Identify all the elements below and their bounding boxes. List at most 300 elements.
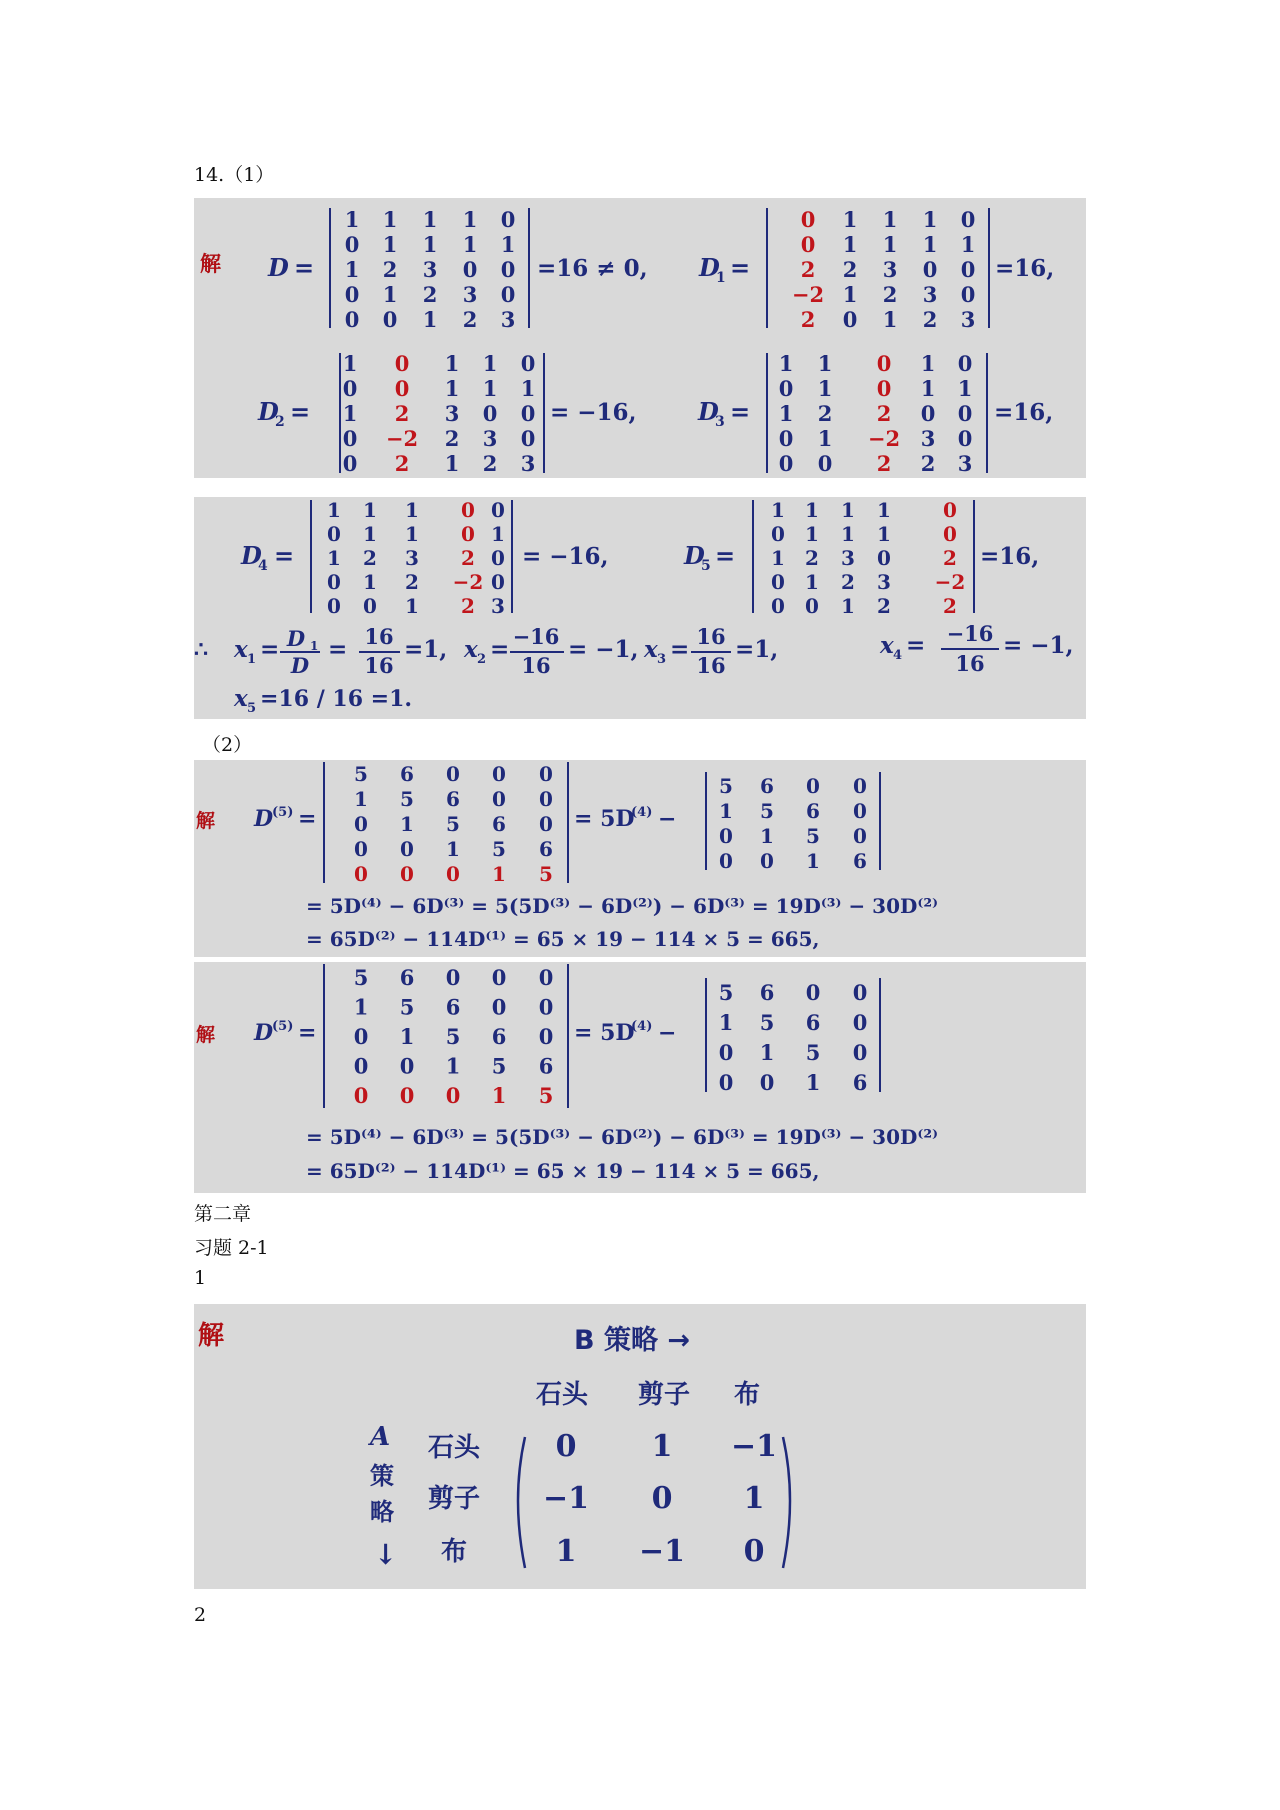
recurrence-minus: − [658, 806, 677, 832]
x4-numerator: −16 [946, 621, 994, 646]
matrix-cell: 1 [957, 376, 973, 401]
svg-text:=: = [298, 1020, 317, 1046]
matrix-cell: 0 [327, 522, 341, 546]
column-header: 布 [733, 1380, 761, 1410]
matrix-cell: 6 [400, 762, 414, 786]
a-strategy-arrow: ↓ [374, 1538, 398, 1571]
svg-text:=: = [730, 397, 751, 426]
matrix-cell: 1 [841, 498, 855, 522]
matrix-cell: 0 [771, 570, 785, 594]
matrix-cell: 0 [876, 376, 892, 401]
x5-expression: =16 / 16 =1. [260, 686, 413, 712]
det-D-matrix [345, 207, 516, 332]
det-D5n-sup: (5) [272, 805, 294, 820]
recurrence-mid-sup: (4) [631, 805, 653, 820]
matrix-cell: 1 [960, 232, 976, 257]
svg-text:=: = [328, 636, 348, 663]
matrix-cell: 6 [805, 1010, 821, 1035]
matrix-cell: 0 [817, 451, 833, 476]
matrix-cell: 1 [817, 351, 833, 376]
matrix-cell: 6 [491, 1024, 507, 1049]
x2-denominator: 16 [521, 653, 551, 678]
matrix-cell: 1 [920, 351, 936, 376]
matrix-cell: 1 [922, 207, 938, 232]
matrix-cell: 2 [363, 546, 377, 570]
matrix-cell: 0 [344, 232, 360, 257]
matrix-cell: 1 [363, 522, 377, 546]
matrix-cell: 3 [520, 451, 536, 476]
matrix-cell: 1 [877, 522, 891, 546]
matrix-cell: 1 [382, 232, 398, 257]
det-D2-sub: 2 [275, 414, 285, 430]
matrix-cell: 1 [805, 498, 819, 522]
matrix-cell: 5 [446, 812, 460, 836]
matrix-cell: 6 [853, 849, 867, 873]
matrix-cell: 0 [363, 594, 377, 618]
matrix-cell: 6 [852, 1070, 868, 1095]
matrix-cell: 1 [806, 849, 820, 873]
matrix-cell: 1 [399, 1024, 415, 1049]
matrix-cell: 5 [539, 862, 553, 886]
matrix-cell: 2 [877, 594, 891, 618]
matrix-cell: 0 [342, 376, 358, 401]
det-D4-sub: 4 [258, 558, 268, 574]
payoff-cell: 1 [651, 1429, 673, 1464]
matrix-cell: 0 [538, 1024, 554, 1049]
b-strategy-label: B 策略 → [574, 1325, 691, 1356]
question-14-part-2-label: （2） [202, 734, 253, 756]
matrix-cell: 0 [400, 862, 414, 886]
matrix-cell: 0 [538, 965, 554, 990]
det-D5n-name: D [254, 806, 274, 832]
recurrence-line-1: = 5D⁽⁴⁾ − 6D⁽³⁾ = 5(5D⁽³⁾ − 6D⁽²⁾) − 6D⁽³⁾ = 19D⁽³⁾ − 30D⁽²⁾ [306, 1125, 939, 1149]
det-D1-sub: 1 [716, 270, 726, 286]
matrix-cell: 1 [922, 232, 938, 257]
matrix-cell: 0 [462, 257, 478, 282]
solution-mark: 解 [196, 810, 216, 832]
matrix-cell: 2 [462, 307, 478, 332]
x4-sub: 4 [893, 648, 903, 663]
svg-text:=: = [260, 636, 280, 663]
matrix-cell: 0 [539, 787, 553, 811]
a-strategy-lue: 略 [370, 1498, 394, 1526]
solution-mark: 解 [196, 1024, 216, 1046]
x1-num-value: 16 [364, 624, 394, 649]
matrix-cell: 1 [492, 862, 506, 886]
matrix-cell: 5 [806, 824, 820, 848]
matrix-cell: 0 [491, 994, 507, 1020]
matrix-cell: 6 [538, 1053, 554, 1079]
matrix-cell: 5 [805, 1040, 821, 1065]
x1-denominator: D [290, 653, 310, 678]
matrix-cell: 0 [853, 774, 867, 798]
svg-text:=: = [715, 541, 736, 570]
matrix-cell: 1 [805, 570, 819, 594]
matrix-cell: 1 [342, 401, 358, 426]
det-D5-sub: 5 [701, 558, 711, 574]
matrix-cell: −2 [867, 426, 901, 451]
matrix-cell: 0 [778, 426, 794, 451]
matrix-cell: 1 [841, 594, 855, 618]
matrix-cell: 6 [445, 994, 461, 1020]
x1-result: =1, [404, 636, 448, 663]
det-D1-result: =16, [995, 255, 1055, 282]
matrix-cell: 1 [462, 207, 478, 232]
matrix-cell: 1 [882, 232, 898, 257]
matrix-cell: 5 [719, 774, 733, 798]
matrix-cell: 1 [842, 232, 858, 257]
det-D4-result: = −16, [522, 543, 609, 570]
matrix-cell: 2 [461, 594, 475, 618]
recurrence-minus: − [658, 1020, 677, 1046]
matrix-cell: 3 [877, 570, 891, 594]
matrix-cell: 1 [719, 799, 733, 823]
matrix-left-paren [518, 1437, 525, 1568]
matrix-cell: 3 [882, 257, 898, 282]
matrix-cell: 0 [491, 498, 505, 522]
matrix-cell: 0 [805, 594, 819, 618]
x1-name: x [234, 636, 248, 663]
det-D-name: D [268, 253, 289, 282]
matrix-cell: 3 [920, 426, 936, 451]
matrix-cell: 2 [422, 282, 438, 307]
matrix-cell: 1 [760, 824, 774, 848]
matrix-cell: 0 [492, 787, 506, 811]
matrix-cell: 0 [394, 351, 410, 376]
det-D5n-name: D [254, 1020, 274, 1046]
svg-text:=: = [906, 632, 926, 659]
x3-numerator: 16 [696, 624, 726, 649]
matrix-cell: 6 [399, 965, 415, 990]
matrix-cell: 1 [400, 812, 414, 836]
payoff-cell: 1 [743, 1481, 765, 1516]
matrix-cell: 5 [491, 1053, 507, 1079]
matrix-cell: 1 [877, 498, 891, 522]
matrix-cell: 0 [342, 426, 358, 451]
matrix-cell: 0 [719, 824, 733, 848]
slide-recurrence-1 [194, 760, 1086, 957]
matrix-cell: 1 [422, 232, 438, 257]
matrix-cell: 0 [805, 980, 821, 1005]
det-D2-matrix [343, 351, 536, 476]
x3-sub: 3 [657, 652, 667, 667]
matrix-cell: 5 [760, 799, 774, 823]
matrix-cell: 2 [922, 307, 938, 332]
payoff-cell: −1 [730, 1429, 778, 1464]
matrix-cell: 5 [354, 762, 368, 786]
matrix-cell: 0 [852, 1010, 868, 1035]
matrix-cell: 0 [491, 570, 505, 594]
matrix-cell: 1 [444, 351, 460, 376]
matrix-cell: 1 [842, 282, 858, 307]
payoff-cell: 0 [555, 1429, 577, 1464]
matrix-cell: 6 [759, 980, 775, 1005]
matrix-cell: 3 [841, 546, 855, 570]
matrix-cell: 0 [842, 307, 858, 332]
matrix-cell: 0 [520, 351, 536, 376]
matrix-cell: 1 [771, 546, 785, 570]
matrix-cell: 1 [491, 522, 505, 546]
matrix-cell: 2 [841, 570, 855, 594]
payoff-matrix-figure [194, 1304, 1086, 1589]
row-header: 剪子 [427, 1484, 481, 1514]
matrix-cell: 0 [327, 570, 341, 594]
row-header: 布 [440, 1537, 468, 1567]
matrix-cell: 0 [461, 498, 475, 522]
column-header: 石头 [535, 1380, 589, 1410]
matrix-cell: 1 [882, 207, 898, 232]
matrix-cell: 2 [805, 546, 819, 570]
matrix-cell: 2 [800, 307, 816, 332]
matrix-cell: 6 [760, 774, 774, 798]
matrix-cell: 1 [422, 207, 438, 232]
matrix-cell: 0 [771, 594, 785, 618]
matrix-cell: 1 [444, 376, 460, 401]
det-D2-result: = −16, [550, 399, 637, 426]
payoff-cell: 0 [651, 1481, 673, 1516]
x1-sub: 1 [247, 652, 257, 667]
matrix-cell: 1 [500, 232, 516, 257]
det-D4-matrix [327, 498, 505, 618]
matrix-cell: 0 [394, 376, 410, 401]
payoff-cell: 1 [555, 1534, 577, 1569]
matrix-cell: 0 [344, 282, 360, 307]
matrix-cell: 0 [920, 401, 936, 426]
matrix-cell: 0 [446, 762, 460, 786]
matrix-cell: 1 [382, 282, 398, 307]
det-D1-name: D [699, 253, 720, 282]
question-14-part-1-label: 14.（1） [194, 164, 275, 186]
matrix-cell: 5 [400, 787, 414, 811]
svg-text:=: = [274, 541, 295, 570]
x2-result: = −1, [568, 636, 639, 663]
matrix-cell: 1 [841, 522, 855, 546]
matrix-cell: 1 [778, 401, 794, 426]
x1-den-value: 16 [364, 653, 394, 678]
matrix-cell: 6 [446, 787, 460, 811]
x3-denominator: 16 [696, 653, 726, 678]
matrix-cell: −2 [452, 570, 484, 594]
matrix-cell: 1 [363, 570, 377, 594]
matrix-cell: 5 [353, 965, 369, 990]
matrix-cell: 0 [520, 426, 536, 451]
matrix-cell: 1 [771, 498, 785, 522]
matrix-cell: 6 [806, 799, 820, 823]
determinant-figure-2 [194, 497, 1086, 719]
matrix-cell: 0 [445, 1083, 461, 1108]
x4-name: x [880, 632, 894, 659]
matrix-cell: 1 [462, 232, 478, 257]
det-D1-matrix [792, 207, 975, 332]
matrix-cell: 0 [853, 824, 867, 848]
matrix-cell: 2 [943, 594, 957, 618]
x5-sub: 5 [247, 701, 257, 716]
matrix-cell: 1 [778, 351, 794, 376]
matrix-cell: 0 [482, 401, 498, 426]
matrix-cell: 1 [718, 1010, 734, 1035]
matrix-cell: 0 [539, 812, 553, 836]
matrix-cell: −2 [791, 282, 825, 307]
svg-text:=: = [730, 253, 751, 282]
matrix-cell: 0 [800, 232, 816, 257]
svg-text:=: = [294, 253, 315, 282]
matrix-cell: 0 [353, 1083, 369, 1108]
recurrence-mid: = 5D [574, 806, 635, 832]
matrix-cell: 0 [446, 862, 460, 886]
recurrence-line-2: = 65D⁽²⁾ − 114D⁽¹⁾ = 65 × 19 − 114 × 5 = 665, [306, 1159, 820, 1183]
det-D3-matrix [779, 351, 973, 476]
matrix-cell: 0 [491, 965, 507, 990]
matrix-cell: 1 [482, 376, 498, 401]
matrix-cell: 2 [405, 570, 419, 594]
slide-recurrence-2 [194, 962, 1086, 1193]
matrix-cell: 5 [759, 1010, 775, 1035]
det-D5-name: D [684, 541, 705, 570]
matrix-cell: 0 [520, 401, 536, 426]
determinant-figure-1 [194, 198, 1086, 478]
matrix-cell: 1 [422, 307, 438, 332]
matrix-cell: 2 [394, 451, 410, 476]
matrix-cell: 0 [539, 762, 553, 786]
matrix-cell: 1 [882, 307, 898, 332]
slide-determinants-d-d1-d2-d3 [194, 198, 1086, 478]
payoff-cell: 0 [743, 1534, 765, 1569]
matrix-cell: 0 [500, 282, 516, 307]
x2-numerator: −16 [512, 624, 560, 649]
matrix-cell: 1 [405, 594, 419, 618]
matrix-cell: 1 [354, 787, 368, 811]
matrix-cell: 2 [842, 257, 858, 282]
x3-name: x [644, 636, 658, 663]
solution-mark: 解 [198, 1321, 225, 1351]
matrix-cell: 3 [444, 401, 460, 426]
matrix-cell: 3 [405, 546, 419, 570]
x1-numerator-sub: 1 [310, 639, 319, 653]
matrix-cell: 5 [538, 1083, 554, 1108]
problem-number-2: 2 [194, 1604, 207, 1626]
matrix-cell: 1 [382, 207, 398, 232]
det-D3-sub: 3 [715, 414, 725, 430]
matrix-cell: 1 [327, 498, 341, 522]
svg-text:=: = [490, 636, 510, 663]
matrix-cell: 5 [399, 994, 415, 1020]
matrix-cell: 1 [344, 207, 360, 232]
problem-number-1: 1 [194, 1267, 207, 1289]
matrix-cell: 0 [957, 401, 973, 426]
matrix-cell: 2 [482, 451, 498, 476]
matrix-cell: 1 [327, 546, 341, 570]
a-strategy-ce: 策 [370, 1462, 394, 1490]
recurrence-line-1: = 5D⁽⁴⁾ − 6D⁽³⁾ = 5(5D⁽³⁾ − 6D⁽²⁾) − 6D⁽³⁾ = 19D⁽³⁾ − 30D⁽²⁾ [306, 894, 939, 918]
matrix-cell: 2 [876, 451, 892, 476]
det-D4n-matrix [719, 980, 868, 1095]
x3-result: =1, [735, 636, 779, 663]
recurrence-mid-sup: (4) [631, 1019, 653, 1034]
matrix-cell: 3 [922, 282, 938, 307]
matrix-cell: 2 [817, 401, 833, 426]
payoff-matrix [543, 1429, 777, 1569]
det-D3-name: D [698, 397, 719, 426]
a-strategy-label: A [370, 1422, 391, 1452]
matrix-cell: 0 [960, 207, 976, 232]
matrix-cell: 0 [778, 376, 794, 401]
matrix-cell: 1 [920, 376, 936, 401]
matrix-cell: 3 [462, 282, 478, 307]
det-D5-result: =16, [980, 543, 1040, 570]
matrix-cell: 0 [353, 1024, 369, 1049]
matrix-cell: 2 [920, 451, 936, 476]
matrix-cell: 1 [344, 257, 360, 282]
matrix-cell: 1 [491, 1083, 507, 1108]
matrix-cell: 3 [960, 307, 976, 332]
matrix-cell: 0 [877, 546, 891, 570]
matrix-cell: 1 [482, 351, 498, 376]
det-D2-name: D [258, 397, 279, 426]
det-D5n-sup: (5) [272, 1019, 294, 1034]
matrix-cell: 0 [500, 257, 516, 282]
matrix-cell: 6 [492, 812, 506, 836]
matrix-cell: 1 [520, 376, 536, 401]
matrix-cell: 0 [759, 1070, 775, 1095]
matrix-cell: 2 [882, 282, 898, 307]
x2-name: x [464, 636, 478, 663]
matrix-cell: 0 [354, 837, 368, 861]
matrix-cell: 0 [922, 257, 938, 282]
matrix-cell: 0 [852, 1040, 868, 1065]
matrix-cell: 1 [444, 451, 460, 476]
matrix-cell: 1 [363, 498, 377, 522]
matrix-cell: 0 [760, 849, 774, 873]
matrix-cell: 0 [445, 965, 461, 990]
det-D5n-matrix [354, 965, 554, 1108]
matrix-cell: 1 [342, 351, 358, 376]
matrix-cell: 1 [805, 1070, 821, 1095]
matrix-cell: 0 [719, 849, 733, 873]
matrix-cell: 1 [759, 1040, 775, 1065]
x2-sub: 2 [477, 652, 487, 667]
column-header: 剪子 [637, 1380, 691, 1410]
det-D5n-matrix [354, 762, 553, 886]
matrix-cell: 2 [800, 257, 816, 282]
row-headers [428, 1433, 481, 1567]
payoff-cell: −1 [542, 1481, 590, 1516]
matrix-cell: 0 [538, 994, 554, 1020]
matrix-cell: 1 [445, 1053, 461, 1079]
matrix-cell: 0 [500, 207, 516, 232]
matrix-cell: 1 [353, 994, 369, 1020]
matrix-cell: 2 [444, 426, 460, 451]
det-D5-matrix [771, 498, 965, 618]
recurrence-figure-1 [194, 760, 1086, 957]
matrix-cell: 0 [943, 498, 957, 522]
matrix-cell: 1 [805, 522, 819, 546]
det-D4-name: D [241, 541, 262, 570]
solution-mark: 解 [200, 252, 221, 276]
svg-text:=: = [298, 806, 317, 832]
matrix-cell: 1 [842, 207, 858, 232]
matrix-cell: 0 [492, 762, 506, 786]
matrix-cell: 0 [354, 812, 368, 836]
matrix-cell: 1 [446, 837, 460, 861]
therefore-symbol: ∴ [194, 637, 208, 663]
matrix-cell: 0 [354, 862, 368, 886]
matrix-cell: 0 [327, 594, 341, 618]
matrix-cell: 2 [382, 257, 398, 282]
svg-text:=: = [290, 397, 311, 426]
matrix-cell: 0 [353, 1053, 369, 1079]
matrix-cell: 0 [806, 774, 820, 798]
chapter-title: 第二章 [194, 1203, 252, 1225]
